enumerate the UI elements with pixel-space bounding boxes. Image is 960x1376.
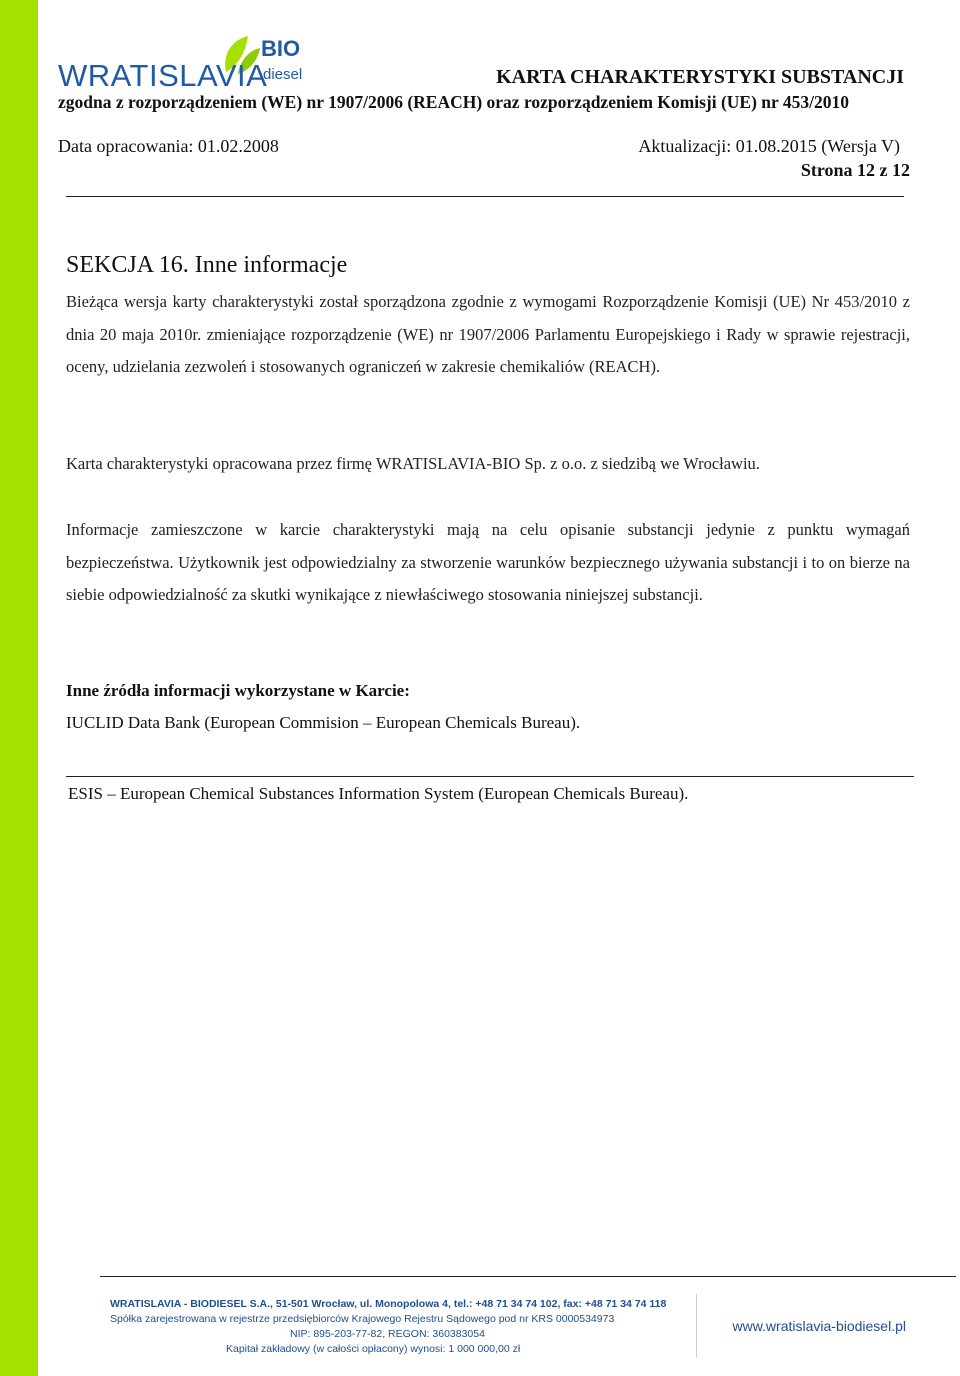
paragraph-regulation: Bieżąca wersja karty charakterystyki został sporządzona zgodnie z wymogami Rozporządzenie Komisji (UE) Nr 453/2010 z dnia 20 maja 2010r. zmieniające rozporządzenie (WE) nr 1907/2006 Parlamentu Europejskiego i Rady w sprawie rejestracji, oceny, udzielania zezwoleń i stosowanych ograniczeń w zakresie chemikaliów (REACH).	[66, 292, 910, 376]
page-number: Strona 12 z 12	[800, 160, 910, 180]
date-updated: Aktualizacji: 01.08.2015 (Wersja V)	[638, 136, 900, 156]
page-footer	[76, 1288, 906, 1366]
section-title: SEKCJA 16. Inne informacje	[66, 252, 348, 278]
footer-separator	[696, 1294, 697, 1358]
paragraph-disclaimer: Informacje zamieszczone w karcie charakterystyki mają na celu opisanie substancji jedynie z punktu wymagań bezpieczeństwa. Użytkownik jest odpowiedzialny za stworzenie warunków bezpiecznego używania substancji i to on bierze na siebie odpowiedzialność za skutki wynikające z niewłaściwego stosowania niniejszej substancji.	[66, 520, 910, 604]
footer-address: WRATISLAVIA - BIODIESEL S.A., 51-501 Wrocław, ul. Monopolowa 4, tel.: +48 71 34 74 102, fax: +48 71 34 74 118	[110, 1298, 667, 1310]
footer-tax-ids: NIP: 895-203-77-82, REGON: 360383054	[290, 1328, 485, 1340]
document-subtitle: zgodna z rozporządzeniem (WE) nr 1907/2006 (REACH) oraz rozporządzeniem Komisji (UE) nr 453/2010	[58, 92, 849, 112]
brand-side-bar	[0, 0, 38, 1376]
footer-registration: Spółka zarejestrowana w rejestrze przedsiębiorców Krajowego Rejestru Sądowego pod nr KRS 0000534973	[110, 1313, 615, 1325]
header-divider	[66, 196, 904, 197]
footer-website-link[interactable]: www.wratislavia-biodiesel.pl	[732, 1318, 906, 1334]
footer-divider	[100, 1276, 956, 1277]
logo-wordmark: WRATISLAVIA	[58, 58, 268, 93]
footer-capital: Kapitał zakładowy (w całości opłacony) wynosi: 1 000 000,00 zł	[226, 1343, 521, 1355]
date-created: Data opracowania: 01.02.2008	[58, 136, 279, 156]
sources-divider	[66, 776, 914, 777]
logo-bio-text: BIO	[261, 36, 301, 61]
document-title: KARTA CHARAKTERYSTYKI SUBSTANCJI	[496, 66, 904, 88]
sources-heading: Inne źródła informacji wykorzystane w Karcie:	[66, 681, 410, 700]
source-esis: ESIS – European Chemical Substances Information System (European Chemicals Bureau).	[68, 784, 689, 803]
company-logo	[58, 28, 318, 92]
source-iuclid: IUCLID Data Bank (European Commision – European Chemicals Bureau).	[66, 713, 581, 732]
logo-diesel-text: diesel	[263, 66, 303, 83]
paragraph-author: Karta charakterystyki opracowana przez firmę WRATISLAVIA-BIO Sp. z o.o. z siedzibą we Wrocławiu.	[66, 454, 760, 473]
